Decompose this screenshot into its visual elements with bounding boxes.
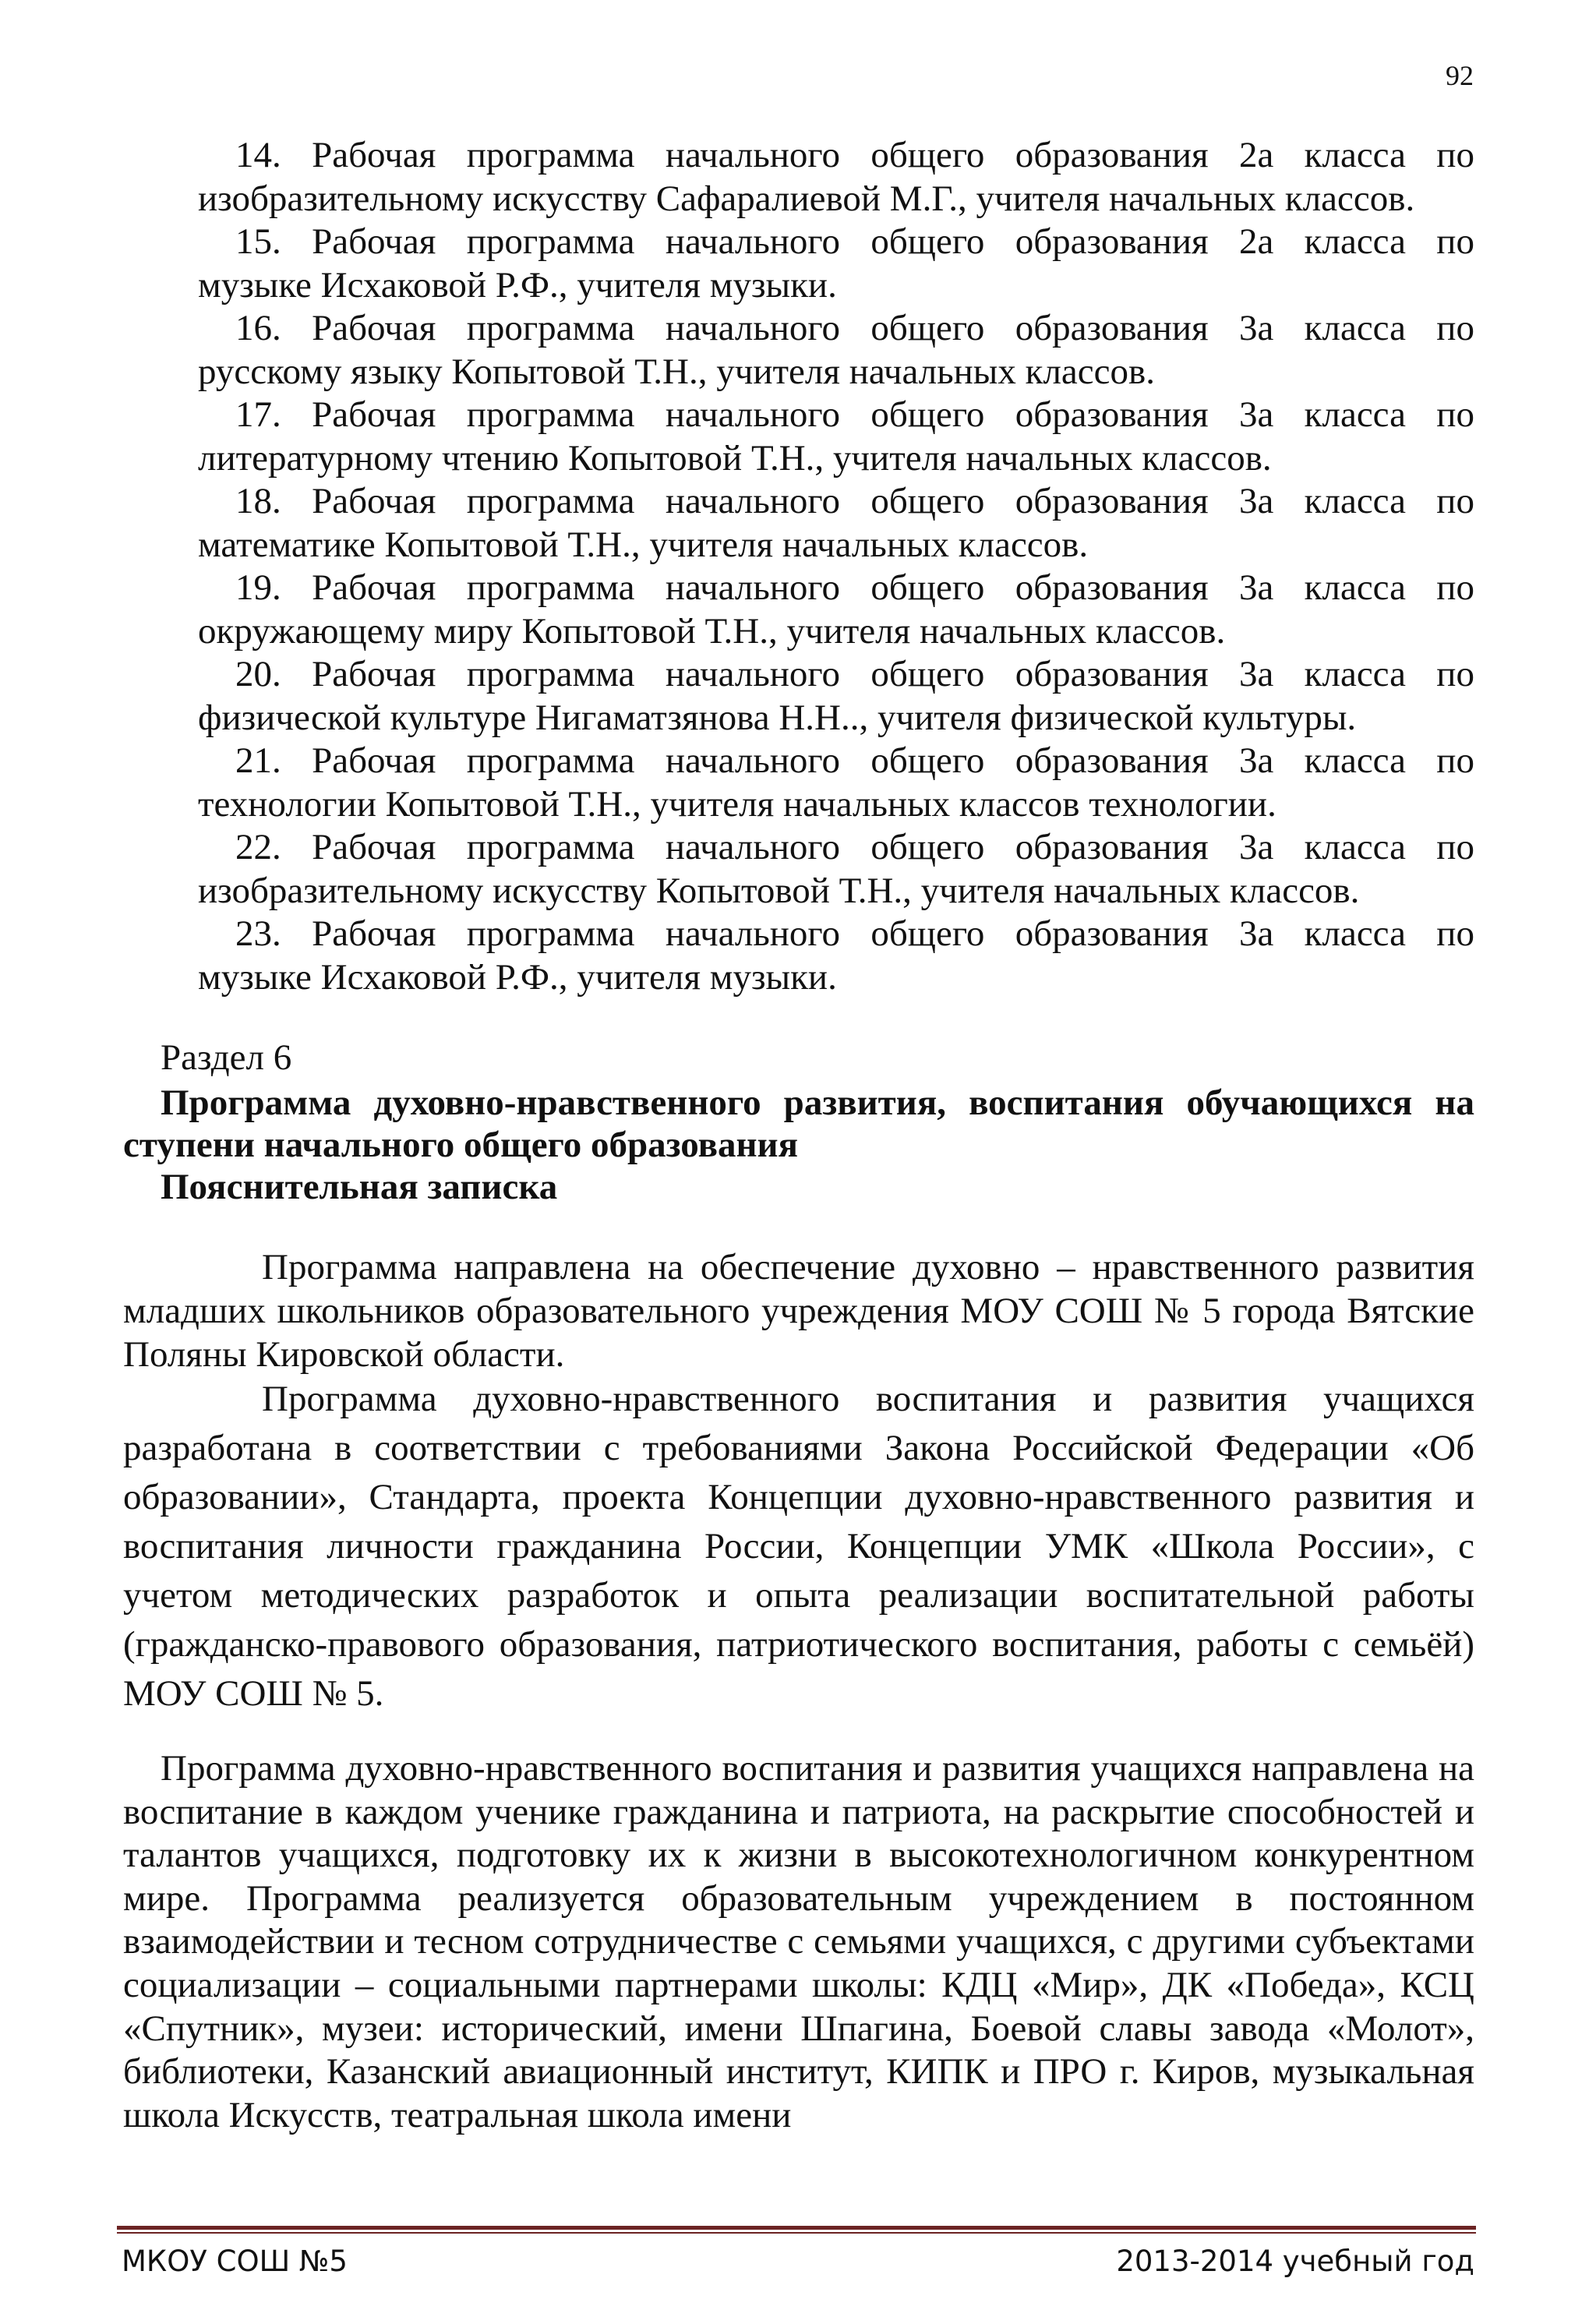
- list-item-word: класса: [1304, 827, 1406, 867]
- list-item: [198, 134, 1474, 221]
- list-item-word: класса: [1304, 654, 1406, 694]
- list-item-word: Рабочая: [312, 481, 436, 521]
- list-item-word: 3а: [1238, 567, 1274, 608]
- list-item-number: 17.: [235, 394, 281, 435]
- list-item-word: общего: [870, 567, 985, 608]
- list-item-word: образования: [1015, 221, 1209, 262]
- list-item-number: 14.: [235, 135, 281, 175]
- list-item-number: 22.: [235, 827, 281, 867]
- list-item-word: Рабочая: [312, 654, 436, 694]
- list-item-word: класса: [1304, 308, 1406, 348]
- list-item-word: общего: [870, 135, 985, 175]
- paragraph: Программа духовно-нравственного воспитания и развития учащихся направлена на воспитание в каждом ученике гражданина и патриота, на раскрытие способностей и талантов учащихся, подготовку их к жизни в высокотехнологичном конкурентном мире. Программа реализуется образовательным учреждением в постоянном взаимодействии и тесном сотрудничестве с семьями учащихся, с другими субъектами социализации – социальными партнерами школы: КДЦ «Мир», ДК «Победа», КСЦ «Спутник», музеи: исторический, имени Шпагина, Боевой славы завода «Молот», библиотеки, Казанский авиационный институт, КИПК и ПРО г. Киров, музыкальная школа Искусств, театральная школа имени: [123, 1748, 1474, 2135]
- list-item-word: начального: [665, 221, 841, 262]
- list-item-continuation: изобразительному искусству Сафаралиевой М.Г., учителя начальных классов.: [198, 178, 1415, 219]
- list-item-word: начального: [665, 394, 841, 435]
- list-item-first-line: [198, 653, 1474, 697]
- list-item-word: 2а: [1238, 221, 1274, 262]
- list-item: [198, 567, 1474, 653]
- list-item-word: программа: [466, 740, 635, 781]
- list-item-continuation: музыке Исхаковой Р.Ф., учителя музыки.: [198, 956, 837, 998]
- list-item-first-line: [198, 221, 1474, 264]
- list-item-word: образования: [1015, 913, 1209, 954]
- list-item-word: начального: [665, 740, 841, 781]
- list-item-first-line: [198, 134, 1474, 178]
- list-item-first-line: [198, 394, 1474, 437]
- list-item-word: начального: [665, 135, 841, 175]
- list-item-word: образования: [1015, 135, 1209, 175]
- list-item-word: по: [1436, 827, 1474, 867]
- footer-school-year: 2013-2014 учебный год: [1116, 2245, 1474, 2278]
- list-item-first-line: [198, 913, 1474, 956]
- footer-divider-thin: [117, 2232, 1476, 2234]
- list-item-number: 19.: [235, 567, 281, 608]
- list-item-word: начального: [665, 913, 841, 954]
- list-item-word: Рабочая: [312, 740, 436, 781]
- list-item-word: общего: [870, 308, 985, 348]
- list-item-word: класса: [1304, 567, 1406, 608]
- list-item-first-line: [198, 307, 1474, 351]
- list-item-word: образования: [1015, 567, 1209, 608]
- list-item-word: программа: [466, 394, 635, 435]
- list-item-first-line: [198, 826, 1474, 870]
- list-item-continuation: русскому языку Копытовой Т.Н., учителя начальных классов.: [198, 351, 1155, 392]
- list-item-continuation: музыке Исхаковой Р.Ф., учителя музыки.: [198, 264, 837, 306]
- list-item-word: образования: [1015, 308, 1209, 348]
- list-item-continuation: физической культуре Нигаматзянова Н.Н.., учителя физической культуры.: [198, 697, 1357, 738]
- list-item-word: 3а: [1238, 308, 1274, 348]
- program-list: [198, 134, 1474, 999]
- list-item-number: 21.: [235, 740, 281, 781]
- list-item: [198, 653, 1474, 740]
- list-item-word: класса: [1304, 135, 1406, 175]
- list-item-word: по: [1436, 913, 1474, 954]
- list-item-word: общего: [870, 827, 985, 867]
- list-item-number: 20.: [235, 654, 281, 694]
- list-item-word: начального: [665, 827, 841, 867]
- list-item-word: Рабочая: [312, 221, 436, 262]
- list-item-word: общего: [870, 654, 985, 694]
- list-item-word: класса: [1304, 481, 1406, 521]
- list-item-number: 23.: [235, 913, 281, 954]
- list-item-word: Рабочая: [312, 394, 436, 435]
- list-item-word: 2а: [1238, 135, 1274, 175]
- list-item-word: класса: [1304, 394, 1406, 435]
- list-item-word: общего: [870, 394, 985, 435]
- list-item-word: Рабочая: [312, 308, 436, 348]
- list-item-number: 18.: [235, 481, 281, 521]
- list-item-word: программа: [466, 913, 635, 954]
- list-item-word: начального: [665, 654, 841, 694]
- list-item-word: программа: [466, 567, 635, 608]
- list-item-word: образования: [1015, 654, 1209, 694]
- list-item-word: образования: [1015, 740, 1209, 781]
- footer-school-name: МКОУ СОШ №5: [122, 2245, 348, 2278]
- list-item-word: программа: [466, 135, 635, 175]
- list-item-word: 3а: [1238, 740, 1274, 781]
- list-item-continuation: математике Копытовой Т.Н., учителя начальных классов.: [198, 524, 1089, 565]
- list-item-word: общего: [870, 913, 985, 954]
- list-item-word: 3а: [1238, 827, 1274, 867]
- list-item-word: по: [1436, 135, 1474, 175]
- section-title: Программа духовно-нравственного развития, воспитания обучающихся на ступени начального общего образования: [123, 1083, 1474, 1165]
- list-item: [198, 913, 1474, 999]
- list-item-word: Рабочая: [312, 827, 436, 867]
- list-item: [198, 307, 1474, 394]
- list-item-word: по: [1436, 654, 1474, 694]
- list-item-word: Рабочая: [312, 913, 436, 954]
- list-item-continuation: литературному чтению Копытовой Т.Н., учителя начальных классов.: [198, 437, 1272, 479]
- list-item-word: класса: [1304, 913, 1406, 954]
- list-item-word: Рабочая: [312, 567, 436, 608]
- list-item-word: 3а: [1238, 913, 1274, 954]
- list-item: [198, 480, 1474, 567]
- page-number: 92: [1446, 60, 1474, 91]
- section-subtitle: Пояснительная записка: [161, 1167, 558, 1207]
- list-item-word: класса: [1304, 740, 1406, 781]
- list-item-word: 3а: [1238, 654, 1274, 694]
- list-item-word: программа: [466, 654, 635, 694]
- footer-divider: [117, 2226, 1476, 2230]
- list-item-word: программа: [466, 308, 635, 348]
- list-item: [198, 394, 1474, 480]
- list-item-word: 3а: [1238, 481, 1274, 521]
- list-item-word: общего: [870, 221, 985, 262]
- list-item-word: по: [1436, 394, 1474, 435]
- list-item-number: 15.: [235, 221, 281, 262]
- list-item-word: образования: [1015, 481, 1209, 521]
- list-item-word: по: [1436, 481, 1474, 521]
- list-item: [198, 740, 1474, 826]
- list-item-word: общего: [870, 740, 985, 781]
- list-item-continuation: окружающему миру Копытовой Т.Н., учителя начальных классов.: [198, 610, 1226, 652]
- list-item-word: образования: [1015, 394, 1209, 435]
- paragraph: Программа духовно-нравственного воспитания и развития учащихся разработана в соответствии с требованиями Закона Российской Федерации «Об образовании», Стандарта, проекта Концепции духовно-нравственного развития и воспитания личности гражданина России, Концепции УМК «Школа России», с учетом методических разработок и опыта реализации воспитательной работы (гражданско-правового образования, патриотического воспитания, работы с семьёй) МОУ СОШ № 5.: [123, 1379, 1474, 1714]
- list-item-word: образования: [1015, 827, 1209, 867]
- list-item-word: по: [1436, 221, 1474, 262]
- list-item-word: Рабочая: [312, 135, 436, 175]
- list-item-word: программа: [466, 221, 635, 262]
- list-item-word: по: [1436, 308, 1474, 348]
- list-item: [198, 826, 1474, 913]
- list-item-word: по: [1436, 740, 1474, 781]
- list-item-first-line: [198, 740, 1474, 783]
- list-item-word: начального: [665, 481, 841, 521]
- list-item-word: программа: [466, 827, 635, 867]
- list-item: [198, 221, 1474, 307]
- section-label: Раздел 6: [161, 1037, 292, 1078]
- list-item-continuation: технологии Копытовой Т.Н., учителя начальных классов технологии.: [198, 783, 1276, 825]
- list-item-word: по: [1436, 567, 1474, 608]
- list-item-word: класса: [1304, 221, 1406, 262]
- paragraph: Программа направлена на обеспечение духовно – нравственного развития младших школьников образовательного учреждения МОУ СОШ № 5 города Вятские Поляны Кировской области.: [123, 1247, 1474, 1375]
- list-item-word: программа: [466, 481, 635, 521]
- list-item-first-line: [198, 480, 1474, 524]
- list-item-word: 3а: [1238, 394, 1274, 435]
- list-item-continuation: изобразительному искусству Копытовой Т.Н., учителя начальных классов.: [198, 870, 1360, 911]
- list-item-word: начального: [665, 308, 841, 348]
- list-item-first-line: [198, 567, 1474, 610]
- list-item-word: начального: [665, 567, 841, 608]
- list-item-word: общего: [870, 481, 985, 521]
- list-item-number: 16.: [235, 308, 281, 348]
